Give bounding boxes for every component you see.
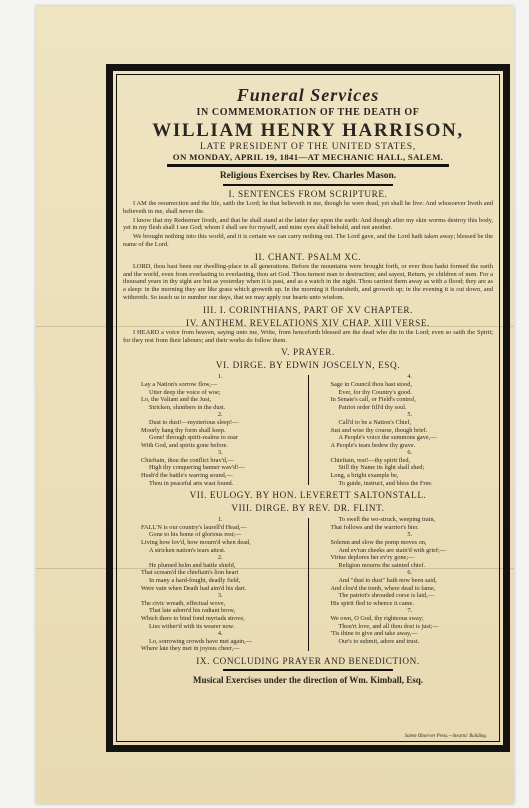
verse-line: Chieftain, thou the conflict brav'd,— — [141, 456, 234, 464]
date-place-line: ON MONDAY, APRIL 19, 1841—AT MECHANIC HALL, SALEM. — [172, 152, 444, 162]
commemoration-line: IN COMMEMORATION OF THE DEATH OF — [196, 107, 420, 118]
column-divider — [308, 375, 309, 485]
verse-column-right — [313, 373, 494, 487]
section-heading: VIII. DIRGE. BY REV. DR. FLINT. — [231, 503, 385, 514]
verse-number: 7. — [407, 607, 413, 615]
broadside-paper — [36, 6, 514, 804]
verse-line: Lay a Nation's sorrow flow,— — [141, 380, 218, 388]
verse-line: Our's to submit, adore and trust. — [338, 637, 420, 645]
verse-line: 'Tis thine to give and take away,— — [330, 630, 418, 638]
honoree-name: WILLIAM HENRY HARRISON, — [152, 120, 464, 141]
verse-line: Patriot order fill'd thy soul. — [338, 403, 407, 411]
border-frame — [106, 64, 510, 752]
section-heading: II. CHANT. PSALM XC. — [254, 251, 362, 262]
verse-line: Sage in Council thou hast stood, — [330, 380, 413, 388]
verse-line: High thy conquering banner wav'd!— — [149, 464, 245, 472]
rule — [223, 184, 393, 186]
verse-line: A stricken nation's tears attest. — [149, 546, 226, 554]
verse-line: Lo, the Valiant and the Just, — [141, 396, 212, 404]
scripture-paragraph: We brought nothing into this world, and it is certain we can carry nothing out. The Lord gave, and the Lord hath taken away; blessed be the name of the Lord. — [123, 233, 493, 248]
title: Funeral Services — [236, 85, 380, 105]
verse-number: 3. — [217, 449, 223, 457]
verse-line: He plumed helm and battle shield, — [149, 561, 236, 569]
verse-number: 6. — [407, 449, 413, 457]
verse-line: To guide, instruct, and bless the Free. — [338, 479, 433, 487]
verse-line: Mourly hang thy form shall keep. — [141, 426, 226, 434]
verse-line: To swell the wo-struck, weeping train, — [338, 516, 436, 524]
verse-column-right — [313, 516, 494, 653]
dirge-verses — [123, 516, 493, 653]
verse-number: 3. — [217, 592, 223, 600]
verse-line: Hush'd the battle's warring sound,— — [141, 472, 233, 480]
verse-line: In Senate's call, or Field's control, — [330, 396, 416, 404]
verse-line: The patriot's shrouded corse is laid,— — [338, 592, 435, 600]
verse-line: Just and wise thy course, though brief. — [330, 426, 428, 434]
verse-line: Call'd to be a Nation's Chief, — [338, 418, 412, 426]
verse-number: 4. — [217, 630, 223, 638]
section-heading: V. PRAYER. — [281, 347, 335, 358]
section-heading: IX. CONCLUDING PRAYER AND BENEDICTION. — [196, 655, 420, 666]
verse-number: 6. — [407, 569, 413, 577]
verse-line: Still thy Name its light shall shed; — [338, 464, 425, 472]
verse-line: Where late they met in joyous cheer,— — [141, 645, 240, 653]
verse-line: Stricken, slumbers in the dust. — [149, 403, 226, 411]
office-line: LATE PRESIDENT OF THE UNITED STATES, — [199, 142, 417, 152]
printer-imprint: Salem Observer Press.—Stearns' Building. — [404, 734, 487, 739]
section-heading: VII. EULOGY. BY HON. LEVERETT SALTONSTALL. — [189, 490, 427, 501]
verse-line: Lies wither'd with its wearer now. — [149, 622, 235, 630]
scripture-paragraph: I AM the resurrection and the life, saith the Lord; he that believeth in me, though he were dead, yet shall he live: And whosoever liveth and believeth in me, shall never die. — [123, 200, 493, 215]
column-divider — [308, 518, 309, 651]
verse-line: Ever, for thy Country's good. — [338, 388, 412, 396]
verse-line: That late adorn'd his radiant brow, — [149, 607, 236, 615]
verse-line: Utter deep the voice of woe; — [149, 388, 221, 396]
verse-line: The civic wreath, effectual wove, — [141, 599, 226, 607]
verse-line: That follows and the warrior's bier. — [330, 523, 419, 531]
section-heading: IV. ANTHEM. REVELATIONS XIV CHAP. XIII VERSE. — [186, 317, 430, 328]
verse-line: Were vain when Death had aim'd his dart. — [141, 584, 247, 592]
verse-number: 2. — [217, 411, 223, 419]
section-heading: I. SENTENCES FROM SCRIPTURE. — [228, 189, 388, 199]
verse-number: 1. — [217, 373, 223, 381]
anthem-paragraph: I HEARD a voice from heaven, saying unto me, Write, from henceforth blessed are the dead who die in the Lord; even so saith the Spirit; for they rest from their labours; and their works do follow them. — [123, 328, 493, 344]
verse-number: 5. — [407, 411, 413, 419]
verse-line: Thou'rt love, and all thou dost is just;— — [338, 622, 439, 630]
verse-line: Solemn and slow the pomp moves on, — [330, 539, 427, 547]
verse-line: And "dust to dust" hath now been said, — [338, 577, 437, 585]
broadside-content — [123, 85, 493, 685]
verse-line: A People's tears bedew thy grave. — [330, 441, 416, 449]
scripture-paragraph: I know that my Redeemer liveth, and that he shall stand at the latter day upon the earth: And though after my skin worms destroy this body, yet in my flesh shall I see God; whom I shall see for myself, and mine eyes shall behold, and not another. — [123, 216, 493, 232]
verse-line: And ev'ran cheeks are stain'd with grief;— — [338, 546, 447, 554]
heavy-rule — [167, 164, 449, 167]
verse-line: Gone to his home of glorious rest;— — [149, 531, 242, 539]
verse-line: His spirit fled to whence it came. — [330, 599, 414, 607]
verse-number: 5. — [407, 531, 413, 539]
verse-line: Thou in peaceful arts wast found. — [149, 479, 234, 487]
verse-number: 4. — [407, 373, 413, 381]
section-heading: III. I. CORINTHIANS, PART OF XV CHAPTER. — [202, 304, 414, 315]
verse-column-left — [123, 373, 304, 487]
verse-column-left — [123, 516, 304, 653]
verse-number: 2. — [217, 554, 223, 562]
section-heading: VI. DIRGE. BY EDWIN JOSCELYN, ESQ. — [215, 360, 401, 371]
verse-line: Which there to bind fond myriads strove, — [141, 614, 245, 622]
verse-line: Long, a bright example be, — [330, 472, 399, 480]
dirge-verses — [123, 373, 493, 487]
verse-line: FALL'N is our country's laurell'd Head,— — [141, 523, 247, 531]
verse-line: That scream'd the chieftain's lion heart — [141, 569, 239, 577]
psalm-paragraph: LORD, thou hast been our dwelling-place in all generations. Before the mountains were brought forth, or ever thou hadst formed the earth and the world, even from everlasting to everlasting, thou art God. Thou turnest man to destruction; and sayest, Return, ye children of men. For a thousand years in thy sight are but as yesterday when it is past, and as a watch in the night. Thou carriest them away as with a flood; they are as a sleep: in the morning they are like grass which groweth up. In the morning it flourisheth, and groweth up; in the evening it is cut down, and withereth. So teach us to number our days, that we may apply our hearts unto wisdom. — [123, 262, 493, 301]
verse-line: A People's voice the summons gave,— — [338, 434, 437, 442]
verse-line: Religion mourns the sainted chief. — [338, 561, 426, 569]
verse-line: Lo, sorrowing crowds have met again,— — [149, 637, 252, 645]
verse-number: 1. — [217, 516, 223, 524]
musical-exercises-line: Musical Exercises under the direction of Wm. Kimball, Esq. — [192, 674, 424, 685]
verse-line: In many a hard-fought, deadly field, — [149, 577, 241, 585]
verse-line: With God, and spirits gone before. — [141, 441, 229, 449]
verse-line: Virtue deplores her ev'ry gone;— — [330, 554, 415, 562]
verse-line: Chieftain, rest!—thy spirit fled, — [330, 456, 411, 464]
verse-line: Living how lov'd, how mourn'd when dead, — [141, 539, 251, 547]
religious-exercises-line: Religious Exercises by Rev. Charles Mason. — [219, 171, 397, 181]
verse-line: We own, O God, thy righteous sway; — [330, 614, 424, 622]
verse-line: And clos'd the tomb, where dead to fame, — [330, 584, 436, 592]
verse-line: Gone! through spirit-realms to soar — [149, 434, 238, 442]
verse-line: Dust to dust!—mysterious sleep!— — [149, 418, 239, 426]
rule — [223, 669, 393, 671]
